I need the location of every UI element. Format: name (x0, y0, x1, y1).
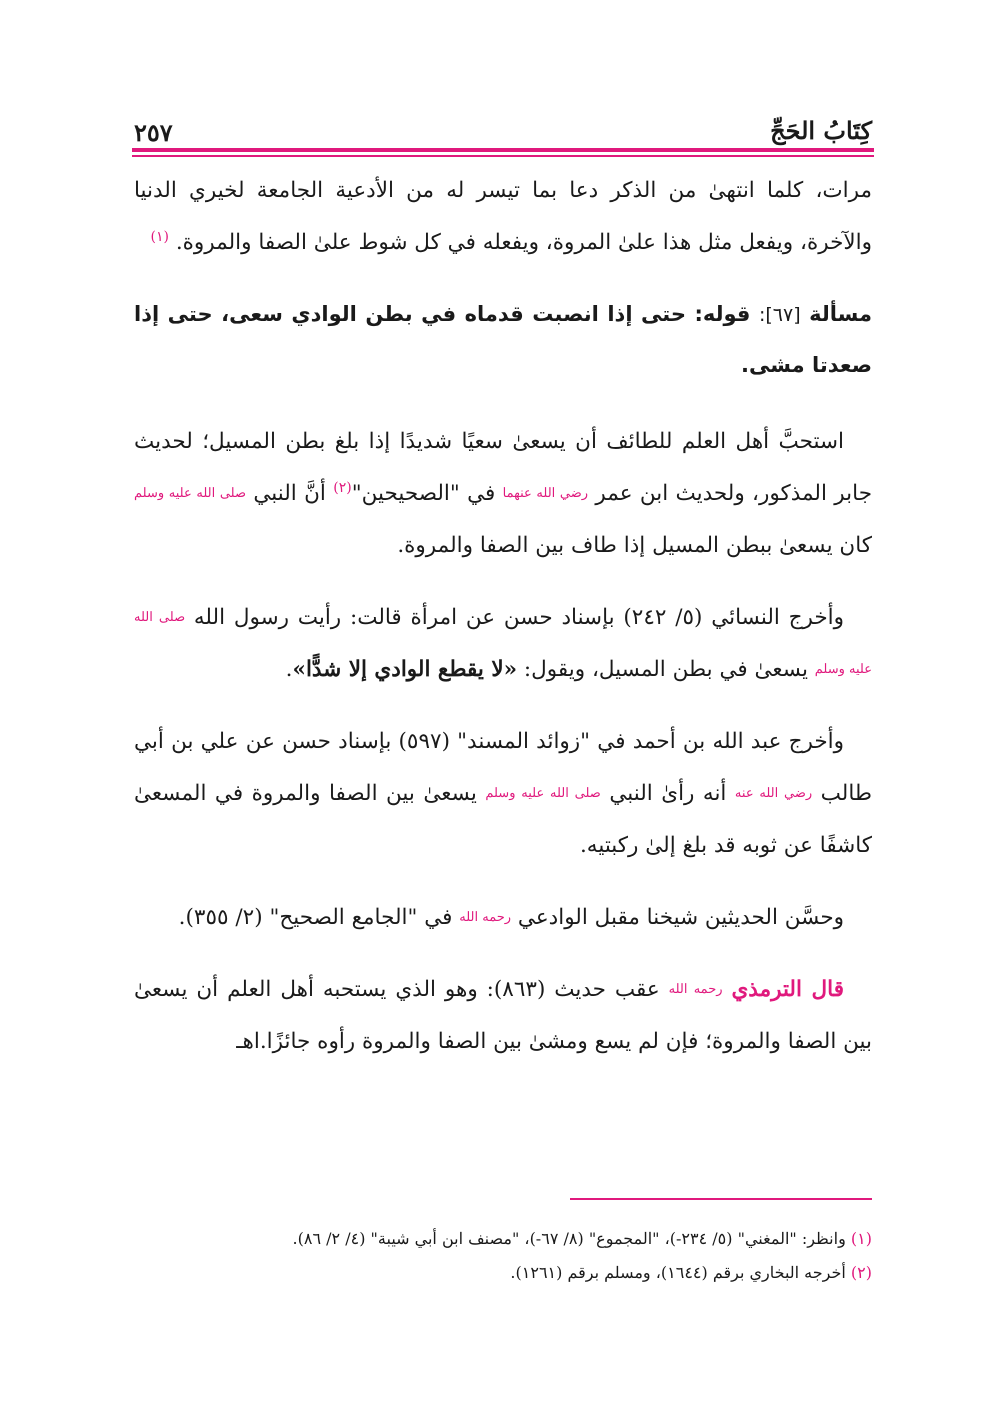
paragraph-2-part-c: أنَّ النبي (253, 481, 326, 506)
honorific-glyph: صلى الله عليه وسلم (485, 786, 601, 801)
issue-number: [٦٧]: (758, 304, 801, 326)
footnotes (134, 1222, 872, 1290)
footnote-divider (570, 1198, 872, 1200)
honorific-glyph: صلى الله عليه وسلم (134, 610, 872, 677)
paragraph-3-part-a: وأخرج النسائي (٥/ ٢٤٢) بإسناد حسن عن امرأة قالت: رأيت رسول الله (193, 605, 845, 630)
issue-heading (134, 289, 872, 390)
honorific-glyph: رضي الله عنهما (502, 486, 589, 501)
paragraph-5-part-c: (٢/ ٣٥٥). (178, 905, 263, 930)
header-rule-thin (132, 155, 874, 157)
paragraph-2 (134, 416, 872, 572)
book-title: كِتَابُ الحَجِّ (770, 116, 872, 145)
honorific-glyph: صلى الله عليه وسلم (134, 486, 247, 501)
paragraph-6 (134, 964, 872, 1068)
paragraph-2-part-d: كان يسعىٰ ببطن المسيل إذا طاف بين الصفا والمروة. (397, 533, 872, 558)
hadith-quote: «لا يقطع الوادي إلا شدًّا» (292, 657, 518, 682)
paragraph-3-part-b: يسعىٰ في بطن المسيل، ويقول: (523, 657, 808, 682)
footnote-1 (134, 1222, 872, 1256)
footnote-2 (134, 1256, 872, 1290)
paragraph-3 (134, 592, 872, 696)
source-title: "الصحيحين" (351, 481, 460, 506)
paragraph-4 (134, 716, 872, 872)
source-title: "زوائد المسند" (457, 729, 591, 754)
honorific-glyph: رحمه الله (668, 982, 723, 997)
paragraph-1-text: مرات، كلما انتهىٰ من الذكر دعا بما تيسر له من الأدعية الجامعة لخيري الدنيا والآخرة، ويفعل مثل هذا علىٰ المروة، ويفعله في كل شوط علىٰ الصفا والمروة. (134, 178, 872, 255)
honorific-glyph: رحمه الله (459, 910, 512, 925)
paragraph-5-part-a: وحسَّن الحديثين شيخنا مقبل الوادعي (517, 905, 844, 930)
header-rule-thick (132, 148, 874, 152)
paragraph-4-part-c: أنه رأىٰ النبي (609, 781, 727, 806)
source-title: "الجامع الصحيح" (269, 905, 418, 930)
paragraph-2-part-a: استحبَّ أهل العلم للطائف أن يسعىٰ سعيًا شديدًا إذا بلغ بطن المسيل؛ لحديث جابر المذكور، ولحديث ابن عمر (134, 429, 872, 506)
paragraph-5-part-b: في (424, 905, 453, 930)
paragraph-1 (134, 165, 872, 269)
footnote-2-text: أخرجه البخاري برقم (١٦٤٤)، ومسلم برقم (١٢٦١). (510, 1263, 846, 1282)
quote-lead: قال الترمذي (731, 977, 844, 1002)
paragraph-4-part-d: يسعىٰ بين الصفا والمروة في المسعىٰ كاشفًا عن ثوبه قد بلغ إلىٰ ركبتيه. (134, 781, 872, 858)
paragraph-6-text: عقب حديث (٨٦٣): وهو الذي يستحبه أهل العلم أن يسعىٰ بين الصفا والمروة؛ فإن لم يسع ومشىٰ بين الصفا والمروة رأوه جائزًا.اهـ (134, 977, 872, 1054)
paragraph-5 (134, 892, 872, 944)
honorific-glyph: رضي الله عنه (734, 786, 813, 801)
footnote-1-mark: (١) (850, 1229, 872, 1248)
paragraph-2-part-b: في (467, 481, 496, 506)
paragraph-4-part-b: (٥٩٧) بإسناد حسن عن علي بن أبي طالب (134, 729, 872, 806)
page-number: ٢٥٧ (134, 118, 173, 147)
page-header (132, 108, 874, 148)
footnote-1-text: وانظر: "المغني" (٥/ ٢٣٤-)، "المجموع" (٨/ ٦٧-)، "مصنف ابن أبي شيبة" (٤/ ٢/ ٨٦). (292, 1229, 846, 1248)
issue-label: مسألة (809, 302, 873, 326)
paragraph-4-part-a: وأخرج عبد الله بن أحمد في (597, 729, 845, 754)
issue-text: قوله: حتى إذا انصبت قدماه في بطن الوادي سعى، حتى إذا صعدتا مشى. (134, 302, 872, 377)
footnote-ref-1[interactable]: (١) (150, 228, 169, 245)
footnote-2-mark: (٢) (850, 1263, 872, 1282)
paragraph-3-end: . (285, 657, 293, 682)
main-text (134, 165, 872, 1088)
footnote-ref-2[interactable]: (٢) (333, 479, 352, 496)
